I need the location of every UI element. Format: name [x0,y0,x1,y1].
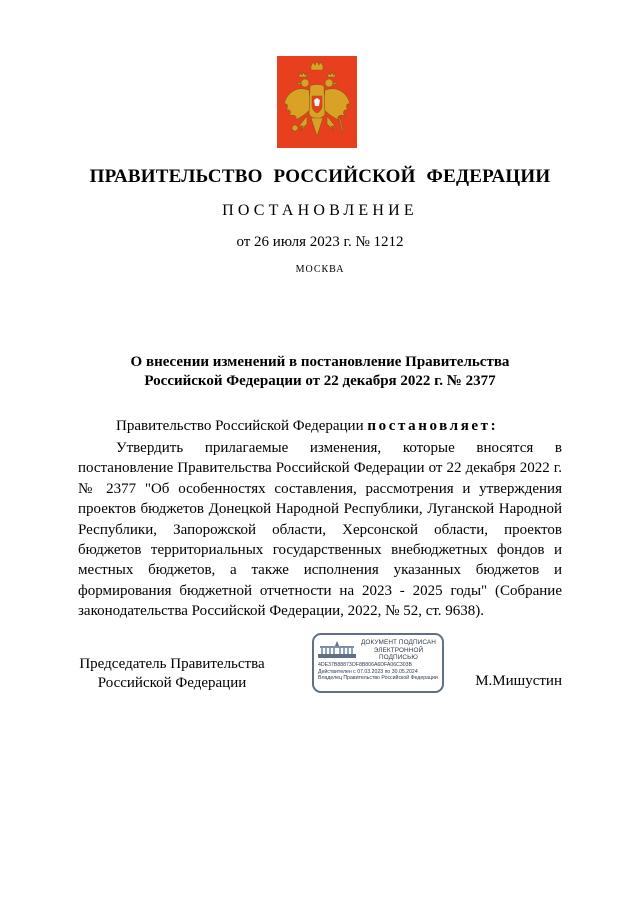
signatory-position-line-1: Председатель Правительства [79,656,265,672]
stamp-owner: Владелец Правительство Российской Федерации [318,675,438,681]
subject-line-2: Российской Федерации от 22 декабря 2022 г. № 2377 [144,373,496,389]
signatory-position [78,655,266,693]
signatory-position-line-2: Российской Федерации [97,675,247,691]
stamp-title [358,639,439,662]
intro-text: Правительство Российской Федерации [116,418,364,434]
double-headed-eagle-icon [277,56,357,148]
stamp-title-line-2: ЭЛЕКТРОННОЙ ПОДПИСЬЮ [373,646,424,662]
stamp-title-line-1: ДОКУМЕНТ ПОДПИСАН [360,639,437,646]
document-date-number: от 26 июля 2023 г. № 1212 [236,234,404,250]
signatory-name: М.Мишустин [475,673,562,689]
stamp-validity: Действителен с 07.03.2023 по 30.05.2024 [318,669,418,675]
stamp-certificate-number: 4DE37B88873OF8B806A6DFA06C303B [318,662,413,668]
electronic-signature-stamp [312,633,444,693]
document-type: ПОСТАНОВЛЕНИЕ [222,202,418,219]
government-title: ПРАВИТЕЛЬСТВО РОССИЙСКОЙ ФЕДЕРАЦИИ [89,166,551,187]
government-building-icon [318,640,356,658]
decree-paragraph: Утвердить прилагаемые изменения, которые вносятся в постановление Правительства Российской Федерации от 22 декабря 2022 г. № 2377 "Об особенностях составления, рассмотрения и утверждения проектов бюджетов Донецкой Народной Республики, Луганской Народной Республики, Запорожской области, Херсонской области, проектов бюджетов территориальных государственных внебюджетных фондов и местных бюджетов, а также исполнения указанных бюджетов и формирования бюджетной отчетности на 2023 - 2025 годы" (Собрание законодательства Российской Федерации, 2022, № 52, ст. 9638). [78,440,562,620]
decree-intro [116,418,498,435]
subject-line-1: О внесении изменений в постановление Правительства [130,354,510,370]
coat-of-arms-emblem [277,56,357,148]
document-subject [0,353,640,391]
intro-decrees-word: постановляет: [367,418,499,434]
document-city: МОСКВА [295,264,345,275]
